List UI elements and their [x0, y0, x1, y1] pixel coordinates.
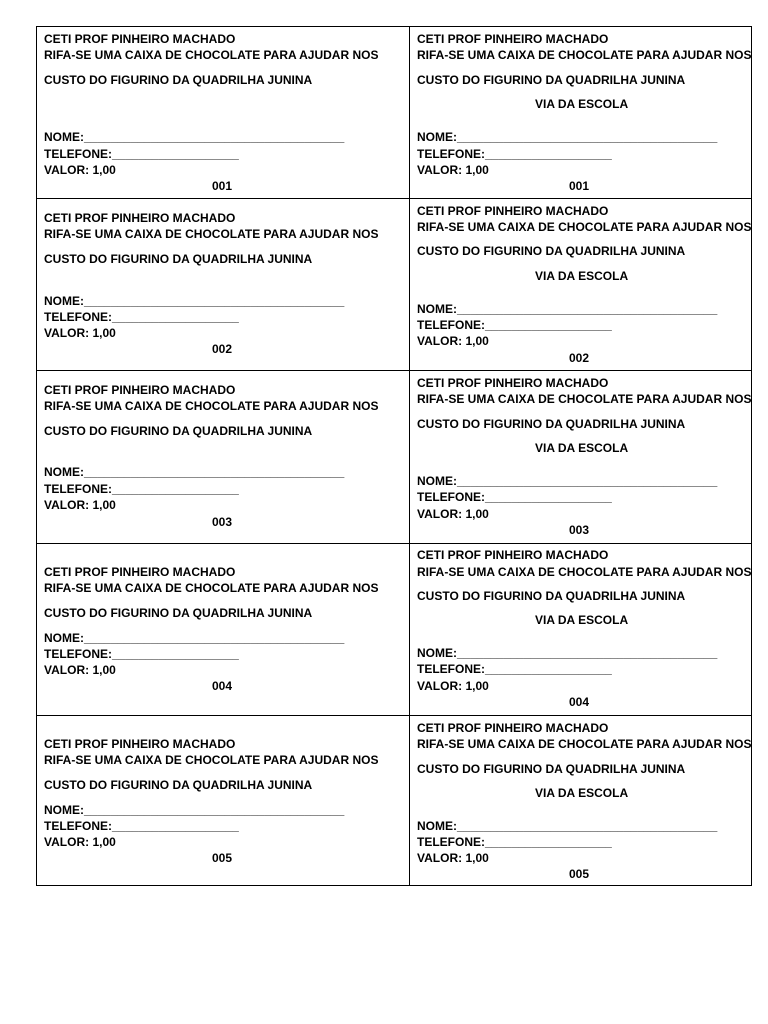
raffle-description: RIFA-SE UMA CAIXA DE CHOCOLATE PARA AJUDAR NOS [44, 48, 379, 62]
raffle-purpose: CUSTO DO FIGURINO DA QUADRILHA JUNINA [44, 606, 313, 620]
ticket-number: 005 [569, 867, 590, 881]
raffle-purpose: CUSTO DO FIGURINO DA QUADRILHA JUNINA [44, 252, 313, 266]
price: VALOR: 1,00 [44, 835, 116, 849]
raffle-description: RIFA-SE UMA CAIXA DE CHOCOLATE PARA AJUDAR NOS [417, 737, 752, 751]
raffle-description: RIFA-SE UMA CAIXA DE CHOCOLATE PARA AJUDAR NOS [417, 392, 752, 406]
row-divider [37, 370, 751, 371]
name-field[interactable]: NOME:_______________________________________ [44, 294, 345, 308]
price: VALOR: 1,00 [44, 163, 116, 177]
raffle-purpose: CUSTO DO FIGURINO DA QUADRILHA JUNINA [417, 589, 686, 603]
row-divider [37, 198, 751, 199]
school-name: CETI PROF PINHEIRO MACHADO [417, 376, 609, 390]
name-field[interactable]: NOME:_______________________________________ [417, 819, 718, 833]
raffle-ticket-sheet [36, 26, 752, 886]
raffle-purpose: CUSTO DO FIGURINO DA QUADRILHA JUNINA [417, 762, 686, 776]
ticket-number: 003 [569, 523, 590, 537]
name-field[interactable]: NOME:_______________________________________ [44, 130, 345, 144]
name-field[interactable]: NOME:_______________________________________ [417, 474, 718, 488]
ticket-number: 004 [569, 695, 590, 709]
row-divider [37, 715, 751, 716]
raffle-description: RIFA-SE UMA CAIXA DE CHOCOLATE PARA AJUDAR NOS [44, 581, 379, 595]
name-field[interactable]: NOME:_______________________________________ [44, 631, 345, 645]
price: VALOR: 1,00 [44, 498, 116, 512]
school-name: CETI PROF PINHEIRO MACHADO [44, 32, 236, 46]
column-divider [409, 27, 410, 885]
school-copy-label: VIA DA ESCOLA [535, 97, 629, 111]
phone-field[interactable]: TELEFONE:___________________ [44, 310, 239, 324]
phone-field[interactable]: TELEFONE:___________________ [417, 835, 612, 849]
row-divider [37, 543, 751, 544]
school-copy-label: VIA DA ESCOLA [535, 613, 629, 627]
name-field[interactable]: NOME:_______________________________________ [417, 130, 718, 144]
raffle-purpose: CUSTO DO FIGURINO DA QUADRILHA JUNINA [44, 73, 313, 87]
school-name: CETI PROF PINHEIRO MACHADO [44, 565, 236, 579]
raffle-description: RIFA-SE UMA CAIXA DE CHOCOLATE PARA AJUDAR NOS [417, 220, 752, 234]
price: VALOR: 1,00 [417, 507, 489, 521]
raffle-purpose: CUSTO DO FIGURINO DA QUADRILHA JUNINA [44, 778, 313, 792]
ticket-number: 002 [569, 351, 590, 365]
ticket-number: 002 [212, 342, 233, 356]
ticket-number: 004 [212, 679, 233, 693]
phone-field[interactable]: TELEFONE:___________________ [417, 318, 612, 332]
school-name: CETI PROF PINHEIRO MACHADO [44, 737, 236, 751]
price: VALOR: 1,00 [417, 334, 489, 348]
price: VALOR: 1,00 [417, 679, 489, 693]
school-name: CETI PROF PINHEIRO MACHADO [417, 721, 609, 735]
name-field[interactable]: NOME:_______________________________________ [417, 646, 718, 660]
phone-field[interactable]: TELEFONE:___________________ [417, 147, 612, 161]
school-name: CETI PROF PINHEIRO MACHADO [417, 548, 609, 562]
phone-field[interactable]: TELEFONE:___________________ [44, 482, 239, 496]
phone-field[interactable]: TELEFONE:___________________ [44, 819, 239, 833]
school-name: CETI PROF PINHEIRO MACHADO [44, 211, 236, 225]
school-copy-label: VIA DA ESCOLA [535, 441, 629, 455]
school-copy-label: VIA DA ESCOLA [535, 786, 629, 800]
ticket-number: 005 [212, 851, 233, 865]
school-copy-label: VIA DA ESCOLA [535, 269, 629, 283]
raffle-description: RIFA-SE UMA CAIXA DE CHOCOLATE PARA AJUDAR NOS [44, 399, 379, 413]
phone-field[interactable]: TELEFONE:___________________ [417, 662, 612, 676]
school-name: CETI PROF PINHEIRO MACHADO [417, 32, 609, 46]
ticket-number: 001 [569, 179, 590, 193]
price: VALOR: 1,00 [417, 163, 489, 177]
name-field[interactable]: NOME:_______________________________________ [44, 465, 345, 479]
raffle-purpose: CUSTO DO FIGURINO DA QUADRILHA JUNINA [417, 73, 686, 87]
price: VALOR: 1,00 [44, 663, 116, 677]
phone-field[interactable]: TELEFONE:___________________ [417, 490, 612, 504]
raffle-description: RIFA-SE UMA CAIXA DE CHOCOLATE PARA AJUDAR NOS [44, 227, 379, 241]
raffle-description: RIFA-SE UMA CAIXA DE CHOCOLATE PARA AJUDAR NOS [417, 565, 752, 579]
phone-field[interactable]: TELEFONE:___________________ [44, 647, 239, 661]
raffle-purpose: CUSTO DO FIGURINO DA QUADRILHA JUNINA [44, 424, 313, 438]
raffle-description: RIFA-SE UMA CAIXA DE CHOCOLATE PARA AJUDAR NOS [44, 753, 379, 767]
ticket-number: 001 [212, 179, 233, 193]
school-name: CETI PROF PINHEIRO MACHADO [417, 204, 609, 218]
raffle-description: RIFA-SE UMA CAIXA DE CHOCOLATE PARA AJUDAR NOS [417, 48, 752, 62]
name-field[interactable]: NOME:_______________________________________ [44, 803, 345, 817]
name-field[interactable]: NOME:_______________________________________ [417, 302, 718, 316]
ticket-number: 003 [212, 515, 233, 529]
raffle-purpose: CUSTO DO FIGURINO DA QUADRILHA JUNINA [417, 244, 686, 258]
raffle-purpose: CUSTO DO FIGURINO DA QUADRILHA JUNINA [417, 417, 686, 431]
phone-field[interactable]: TELEFONE:___________________ [44, 147, 239, 161]
price: VALOR: 1,00 [44, 326, 116, 340]
price: VALOR: 1,00 [417, 851, 489, 865]
school-name: CETI PROF PINHEIRO MACHADO [44, 383, 236, 397]
